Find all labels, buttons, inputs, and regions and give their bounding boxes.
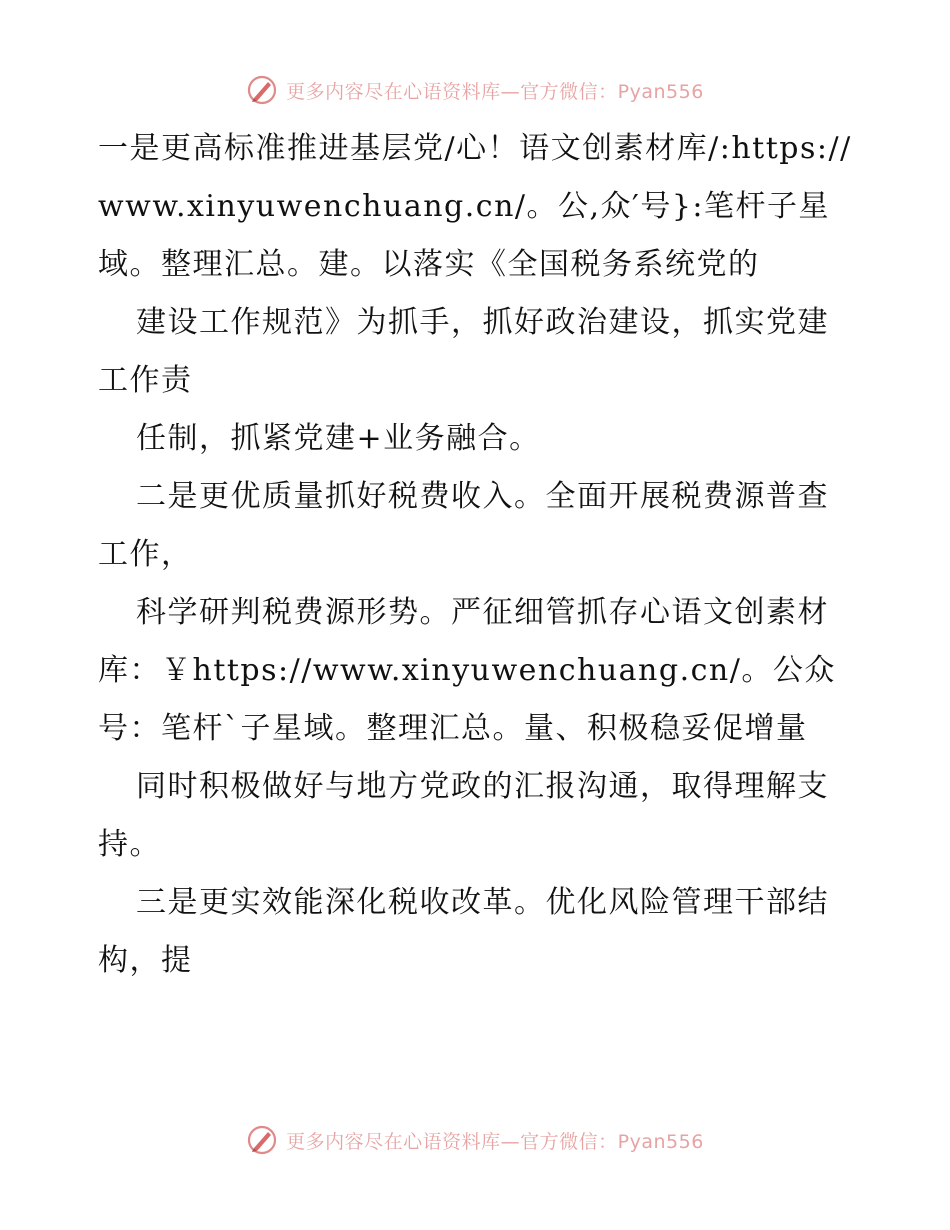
watermark-text: 更多内容尽在心语资料库—官方微信：Pyan556 (286, 1130, 704, 1153)
paragraph-1: 一是更高标准推进基层党/心！语文创素材库/:https://www.xinyuwenchuang.cn/。公,众′号}:笔杆子星域。整理汇总。建。以落实《全国税务系统党的 (98, 131, 852, 282)
paragraph-7: 三是更实效能深化税收改革。优化风险管理干部结构，提 (98, 885, 829, 978)
pen-logo-icon (246, 1124, 278, 1156)
pen-logo-icon (246, 74, 278, 106)
paragraph-3: 任制，抓紧党建+业务融合。 (136, 421, 541, 456)
footer-watermark (0, 1122, 950, 1158)
paragraph-5: 科学研判税费源形势。严征细管抓存心语文创素材库：￥https://www.xinyuwenchuang.cn/。公众号：笔杆`子星域。整理汇总。量、积极稳妥促增量 (98, 595, 836, 746)
paragraph-2: 建设工作规范》为抓手，抓好政治建设，抓实党建工作责 (98, 305, 829, 398)
paragraph-4: 二是更优质量抓好税费收入。全面开展税费源普查工作， (98, 479, 829, 572)
paragraph-6: 同时积极做好与地方党政的汇报沟通，取得理解支持。 (98, 769, 829, 862)
header-watermark (0, 72, 950, 108)
watermark-text: 更多内容尽在心语资料库—官方微信：Pyan556 (286, 80, 704, 103)
document-body (98, 120, 858, 990)
